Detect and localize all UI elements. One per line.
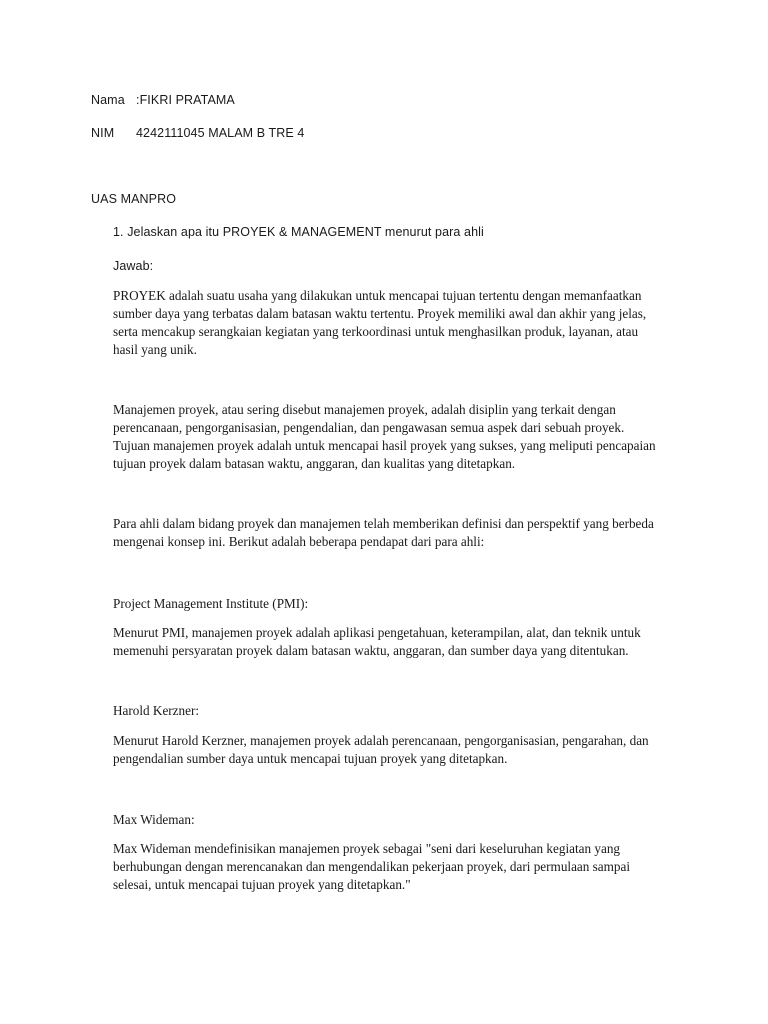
answer-label: Jawab: [113, 259, 154, 273]
course-title: UAS MANPRO [91, 192, 177, 206]
expert-pmi-text: Menurut PMI, manajemen proyek adalah aplikasi pengetahuan, keterampilan, alat, dan teknik untuk memenuhi persyaratan proyek dalam batasan waktu, anggaran, dan sumber daya yang ditentukan. [113, 625, 641, 658]
nim-label: NIM [91, 126, 115, 140]
nama-label: Nama [91, 93, 125, 107]
paragraph-proyek: PROYEK adalah suatu usaha yang dilakukan untuk mencapai tujuan tertentu dengan memanfaatkan sumber daya yang terbatas dalam batasan waktu tertentu. Proyek memiliki awal dan akhir yang jelas, serta mencakup serangkaian kegiatan yang terkoordinasi untuk menghasilkan produk, layanan, atau hasil yang unik. [113, 288, 647, 357]
expert-wideman-heading: Max Wideman: [113, 812, 195, 827]
expert-pmi-heading: Project Management Institute (PMI): [113, 596, 309, 611]
nama-value: :FIKRI PRATAMA [136, 93, 235, 107]
expert-wideman-text: Max Wideman mendefinisikan manajemen proyek sebagai "seni dari keseluruhan kegiatan yang berhubungan dengan merencanakan dan mengendalikan pekerjaan proyek, dari permulaan sampai selesai, untuk mencapai tujuan proyek yang ditetapkan." [113, 841, 631, 892]
expert-kerzner-text: Menurut Harold Kerzner, manajemen proyek adalah perencanaan, pengorganisasian, pengarahan, dan pengendalian sumber daya untuk mencapai tujuan proyek yang ditetapkan. [113, 733, 649, 766]
question-text: 1. Jelaskan apa itu PROYEK & MANAGEMENT menurut para ahli [113, 225, 484, 239]
nim-value: 4242111045 MALAM B TRE 4 [136, 126, 305, 140]
expert-kerzner-heading: Harold Kerzner: [113, 703, 200, 718]
paragraph-manajemen: Manajemen proyek, atau sering disebut manajemen proyek, adalah disiplin yang terkait dengan perencanaan, pengorganisasian, pengendalian, dan pengawasan semua aspek dari sebuah proyek. Tujuan manajemen proyek adalah untuk mencapai hasil proyek yang sukses, yang meliputi pencapaian tujuan proyek dalam batasan waktu, anggaran, dan kualitas yang ditetapkan. [113, 402, 656, 471]
paragraph-para-ahli: Para ahli dalam bidang proyek dan manajemen telah memberikan definisi dan perspektif yang berbeda mengenai konsep ini. Berikut adalah beberapa pendapat dari para ahli: [113, 516, 654, 549]
